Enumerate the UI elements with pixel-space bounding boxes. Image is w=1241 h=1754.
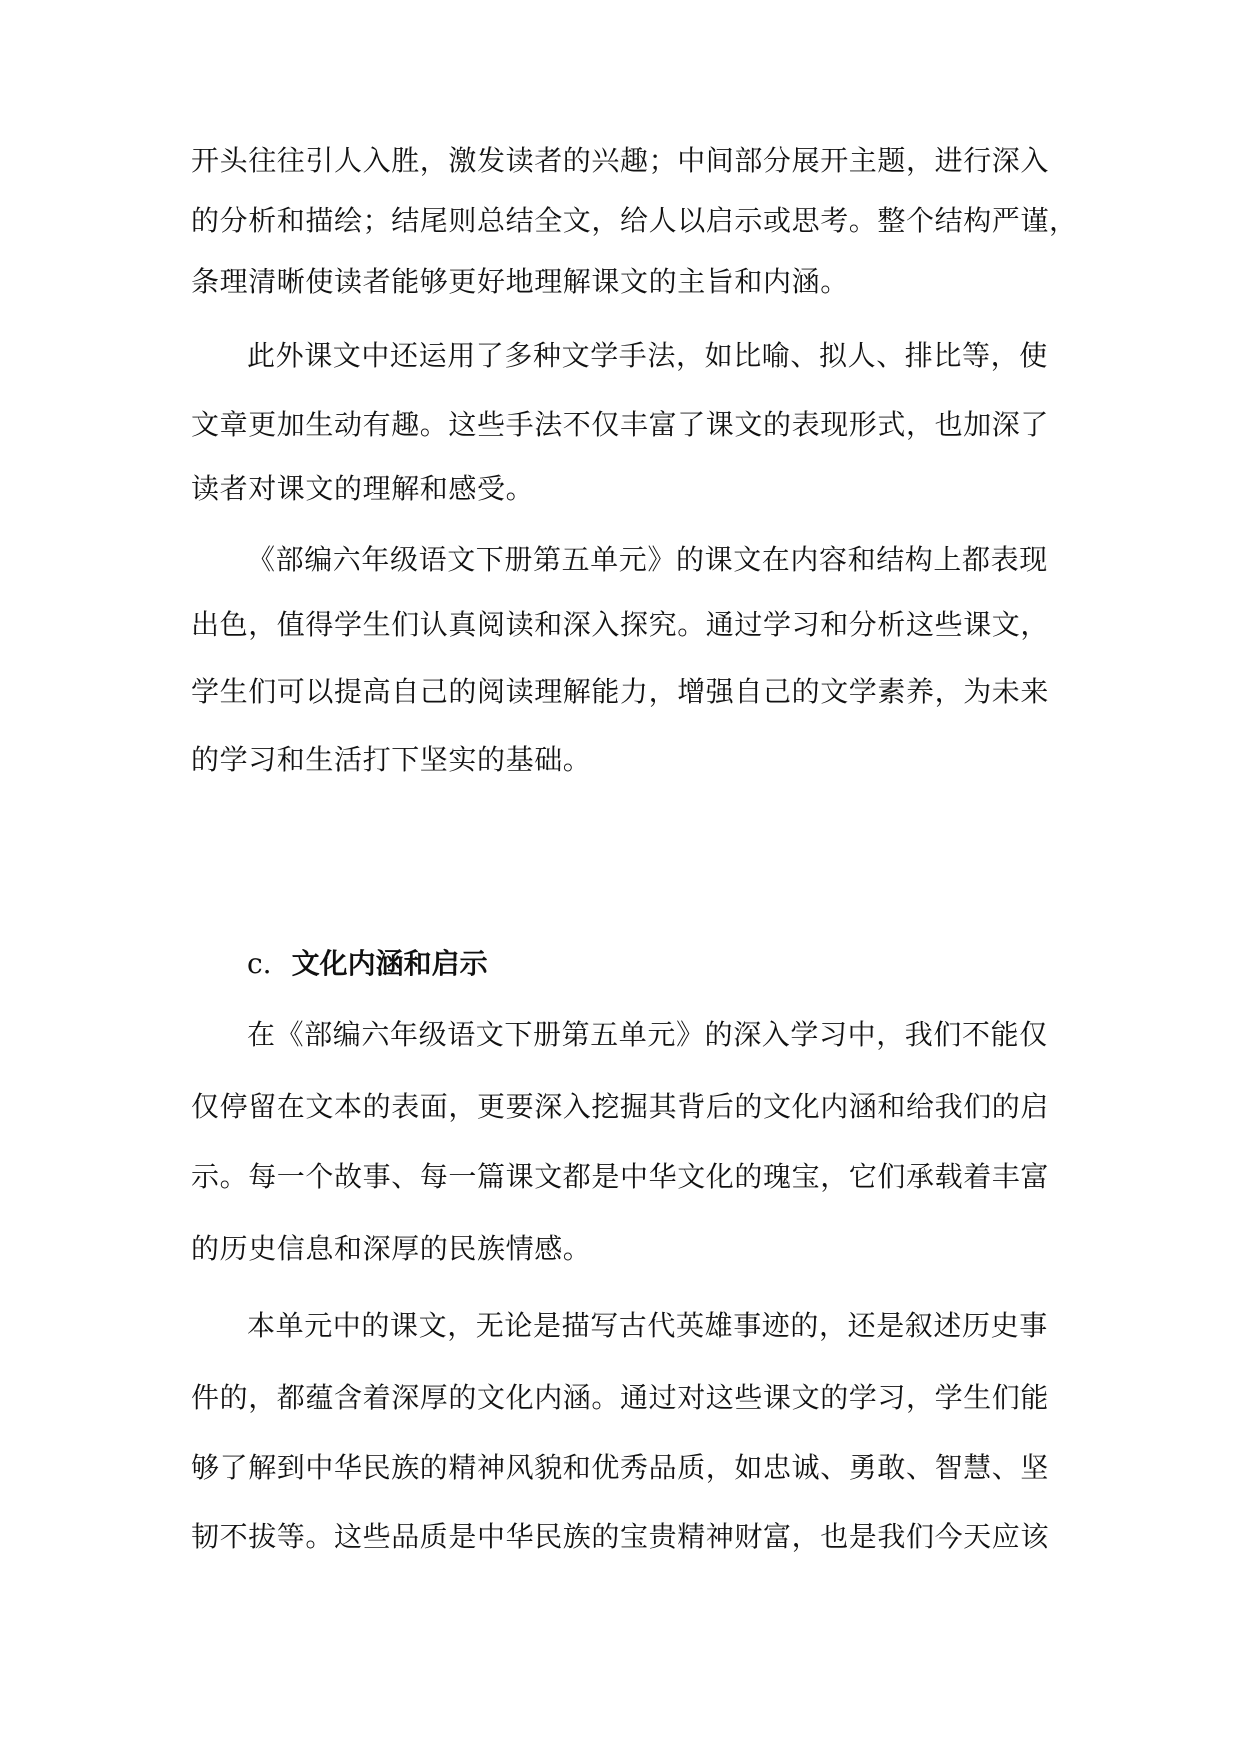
paragraph-line: 够了解到中华民族的精神风貌和优秀品质，如忠诚、勇敢、智慧、坚 xyxy=(191,1451,1050,1484)
paragraph-line: 在《部编六年级语文下册第五单元》的深入学习中，我们不能仅 xyxy=(247,1018,1048,1051)
paragraph-line: 的学习和生活打下坚实的基础。 xyxy=(191,743,592,776)
paragraph-line: 出色，值得学生们认真阅读和深入探究。通过学习和分析这些课文， xyxy=(191,608,1050,641)
paragraph-line: 本单元中的课文，无论是描写古代英雄事迹的，还是叙述历史事 xyxy=(247,1309,1048,1342)
paragraph-line: 的历史信息和深厚的民族情感。 xyxy=(191,1232,592,1265)
section-marker: c. xyxy=(247,947,272,980)
section-title: 文化内涵和启示 xyxy=(291,947,488,980)
paragraph-line: 开头往往引人入胜，激发读者的兴趣；中间部分展开主题，进行深入 xyxy=(191,144,1050,177)
paragraph-line: 仅停留在文本的表面，更要深入挖掘其背后的文化内涵和给我们的启 xyxy=(191,1090,1050,1123)
paragraph-line: 的分析和描绘；结尾则总结全文，给人以启示或思考。整个结构严谨， xyxy=(191,204,1078,237)
paragraph-line: 此外课文中还运用了多种文学手法，如比喻、拟人、排比等，使 xyxy=(247,339,1048,372)
section-heading xyxy=(247,944,488,984)
paragraph-line: 《部编六年级语文下册第五单元》的课文在内容和结构上都表现 xyxy=(247,543,1048,576)
paragraph-line: 件的，都蕴含着深厚的文化内涵。通过对这些课文的学习，学生们能 xyxy=(191,1381,1050,1414)
paragraph-line: 读者对课文的理解和感受。 xyxy=(191,472,535,505)
paragraph-line: 文章更加生动有趣。这些手法不仅丰富了课文的表现形式，也加深了 xyxy=(191,408,1050,441)
paragraph-line: 韧不拔等。这些品质是中华民族的宝贵精神财富，也是我们今天应该 xyxy=(191,1520,1050,1553)
paragraph-line: 条理清晰使读者能够更好地理解课文的主旨和内涵。 xyxy=(191,265,849,298)
paragraph-line: 示。每一个故事、每一篇课文都是中华文化的瑰宝，它们承载着丰富 xyxy=(191,1160,1050,1193)
paragraph-line: 学生们可以提高自己的阅读理解能力，增强自己的文学素养，为未来 xyxy=(191,675,1050,708)
